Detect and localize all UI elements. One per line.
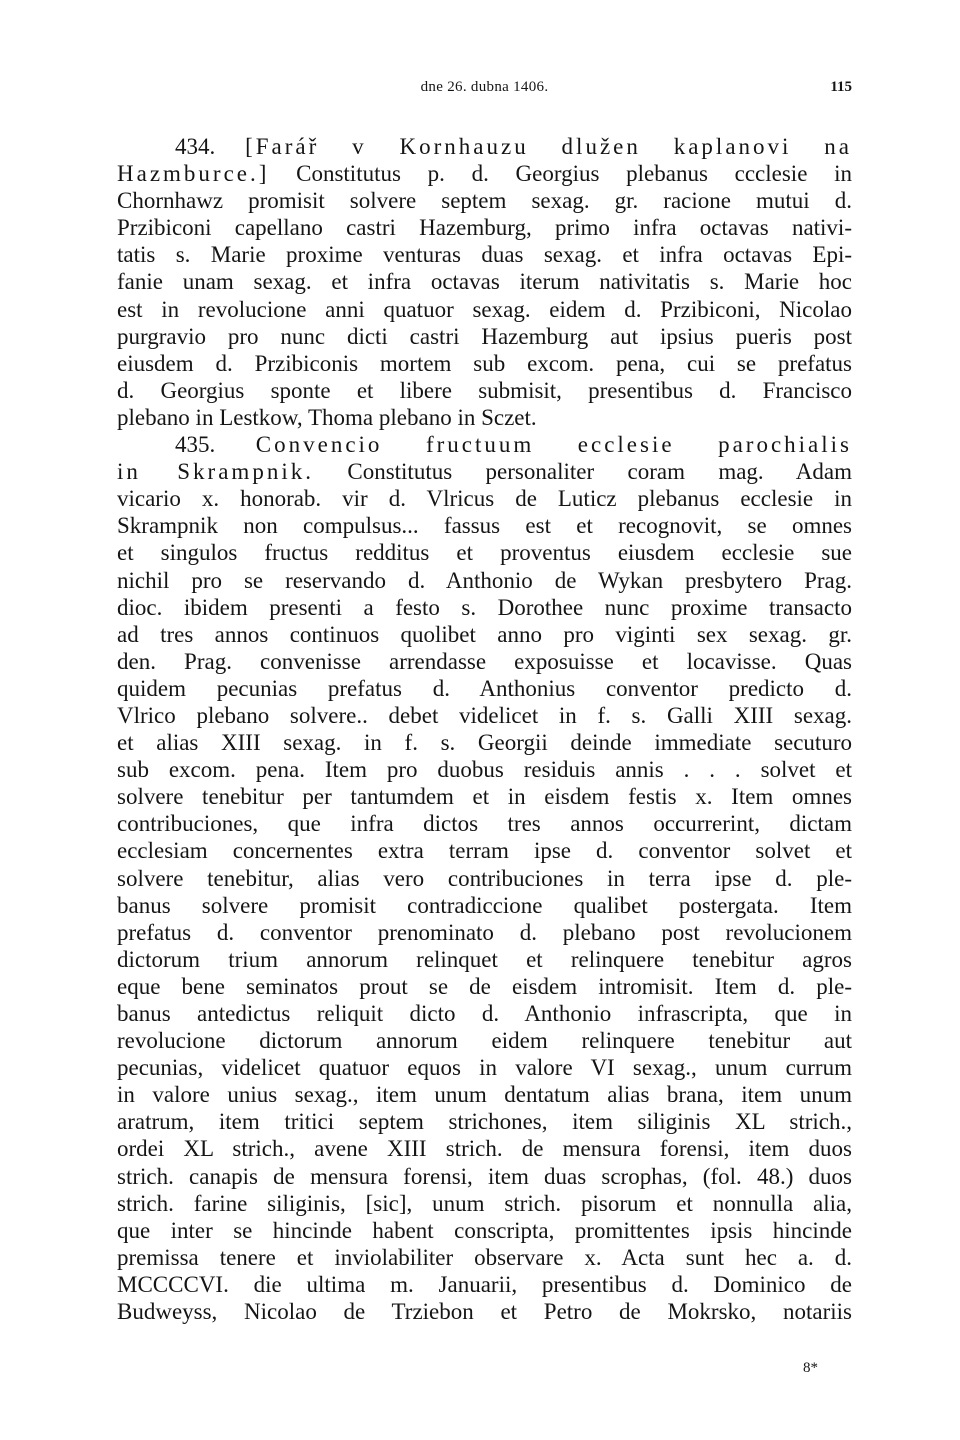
text-line: Przibiconi capellano castri Hazemburg, primo infra octavas nativi- <box>117 215 852 241</box>
text-line: purgravio pro nunc dicti castri Hazemburg aut ipsius pueris post <box>117 323 852 349</box>
text-block <box>117 133 852 1325</box>
text-line: den. Prag. convenisse arrendasse exposuisse et locavisse. Quas <box>117 648 852 674</box>
text-line: pecunias, videlicet quatuor equos in valore VI sexag., unum currum <box>117 1055 852 1081</box>
text-line: quidem pecunias prefatus d. Anthonius conventor predicto d. <box>117 675 852 701</box>
text-line: Chornhawz promisit solvere septem sexag. gr. racione mutui d. <box>117 188 852 214</box>
text-line: banus antedictus reliquit dicto d. Anthonio infrascripta, que in <box>117 1001 852 1026</box>
text-line: et alias XIII sexag. in f. s. Georgii deinde immediate secuturo <box>117 730 852 756</box>
text-line: strich. farine siliginis, [sic], unum strich. pisorum et nonnulla alia, <box>117 1190 852 1216</box>
entry-title: Convencio fructuum ecclesie parochialis <box>255 432 852 458</box>
text-line: solvere tenebitur, alias vero contribuciones in terra ipse d. ple- <box>117 865 852 891</box>
text-line: dioc. ibidem presenti a festo s. Dorothee nunc proxime transacto <box>117 594 852 620</box>
text-line: strich. canapis de mensura forensi, item duas scrophas, (fol. 48.) duos <box>117 1163 852 1189</box>
running-head <box>117 79 852 103</box>
text-line: ecclesiam concernentes extra terram ipse d. conventor solvet et <box>117 838 852 864</box>
entry-title: [Farář v Kornhauzu dlužen kaplanovi na <box>245 134 852 159</box>
page-number: 115 <box>830 79 852 95</box>
text-line: tatis s. Marie proxime venturas duas sexag. et infra octavas Epi- <box>117 242 852 268</box>
text-line: aratrum, item tritici septem strichones, item siliginis XL strich., <box>117 1109 852 1135</box>
text-line: Hazmburce.] Constitutus p. d. Georgius plebanus ccclesie in <box>117 161 852 187</box>
text-line: solvere tenebitur per tantumdem et in eisdem festis x. Item omnes <box>117 784 852 810</box>
text-line: et singulos fructus redditus et proventus eiusdem ecclesie sue <box>117 540 852 566</box>
signature-mark: 8* <box>803 1360 818 1376</box>
entry-heading-line <box>117 133 852 160</box>
entry-number: 435. <box>175 432 216 458</box>
text-line: revolucione dictorum annorum eidem relinquere tenebitur aut <box>117 1028 852 1054</box>
entry-434 <box>117 133 852 431</box>
text-line: que inter se hincinde habent conscripta, promittentes ipsis hincinde <box>117 1217 852 1243</box>
text-line: Budweyss, Nicolao de Trziebon et Petro de Mokrsko, notariis <box>117 1299 852 1325</box>
entry-title-cont: in Skrampnik. <box>117 459 314 485</box>
text-line: prefatus d. conventor prenominato d. plebano post revolucionem <box>117 919 852 945</box>
text-line: nichil pro se reservando d. Anthonio de Wykan presbytero Prag. <box>117 567 852 593</box>
text-line: vicario x. honorab. vir d. Vlricus de Luticz plebanus ecclesie in <box>117 486 852 512</box>
text-line: eque bene seminatos prout se de eisdem intromisit. Item d. ple- <box>117 973 852 999</box>
text-line: MCCCCVI. die ultima m. Januarii, presentibus d. Dominico de <box>117 1271 852 1297</box>
entry-435 <box>117 431 852 1325</box>
text-line: in valore unius sexag., item unum dentatum alias brana, item unum <box>117 1082 852 1108</box>
text-line: sub excom. pena. Item pro duobus residuis annis . . . solvet et <box>117 757 852 783</box>
text-line: eiusdem d. Przibiconis mortem sub excom. pena, cui se prefatus <box>117 350 852 376</box>
text-line: banus solvere promisit contradiccione qualibet postergata. Item <box>117 892 852 918</box>
text-line: ad tres annos continuos quolibet anno pro viginti sex sexag. gr. <box>117 621 852 647</box>
text-line: plebano in Lestkow, Thoma plebano in Sczet. <box>117 404 537 430</box>
text-line: d. Georgius sponte et libere submisit, presentibus d. Francisco <box>117 377 852 403</box>
text-line: premissa tenere et inviolabiliter observare x. Acta sunt hec a. d. <box>117 1244 852 1270</box>
entry-heading-line <box>117 431 852 458</box>
text-line: ordei XL strich., avene XIII strich. de mensura forensi, item duos <box>117 1136 852 1162</box>
entry-number: 434. <box>175 134 216 159</box>
text-line: Vlrico plebano solvere.. debet videlicet in f. s. Galli XIII sexag. <box>117 702 852 728</box>
entry-title-cont: Hazmburce.] <box>117 161 270 187</box>
text-line: dictorum trium annorum relinquet et relinquere tenebitur agros <box>117 946 852 972</box>
text-line: est in revolucione anni quatuor sexag. eidem d. Przibiconi, Nicolao <box>117 296 852 322</box>
running-title: dne 26. dubna 1406. <box>420 79 549 95</box>
text-line: Skrampnik non compulsus... fassus est et recognovit, se omnes <box>117 513 852 539</box>
text-line: in Skrampnik. Constitutus personaliter coram mag. Adam <box>117 459 853 485</box>
text-line: contribuciones, que infra dictos tres annos occurrerint, dictam <box>117 811 852 837</box>
text-line: fanie unam sexag. et infra octavas iterum nativitatis s. Marie hoc <box>117 269 852 295</box>
